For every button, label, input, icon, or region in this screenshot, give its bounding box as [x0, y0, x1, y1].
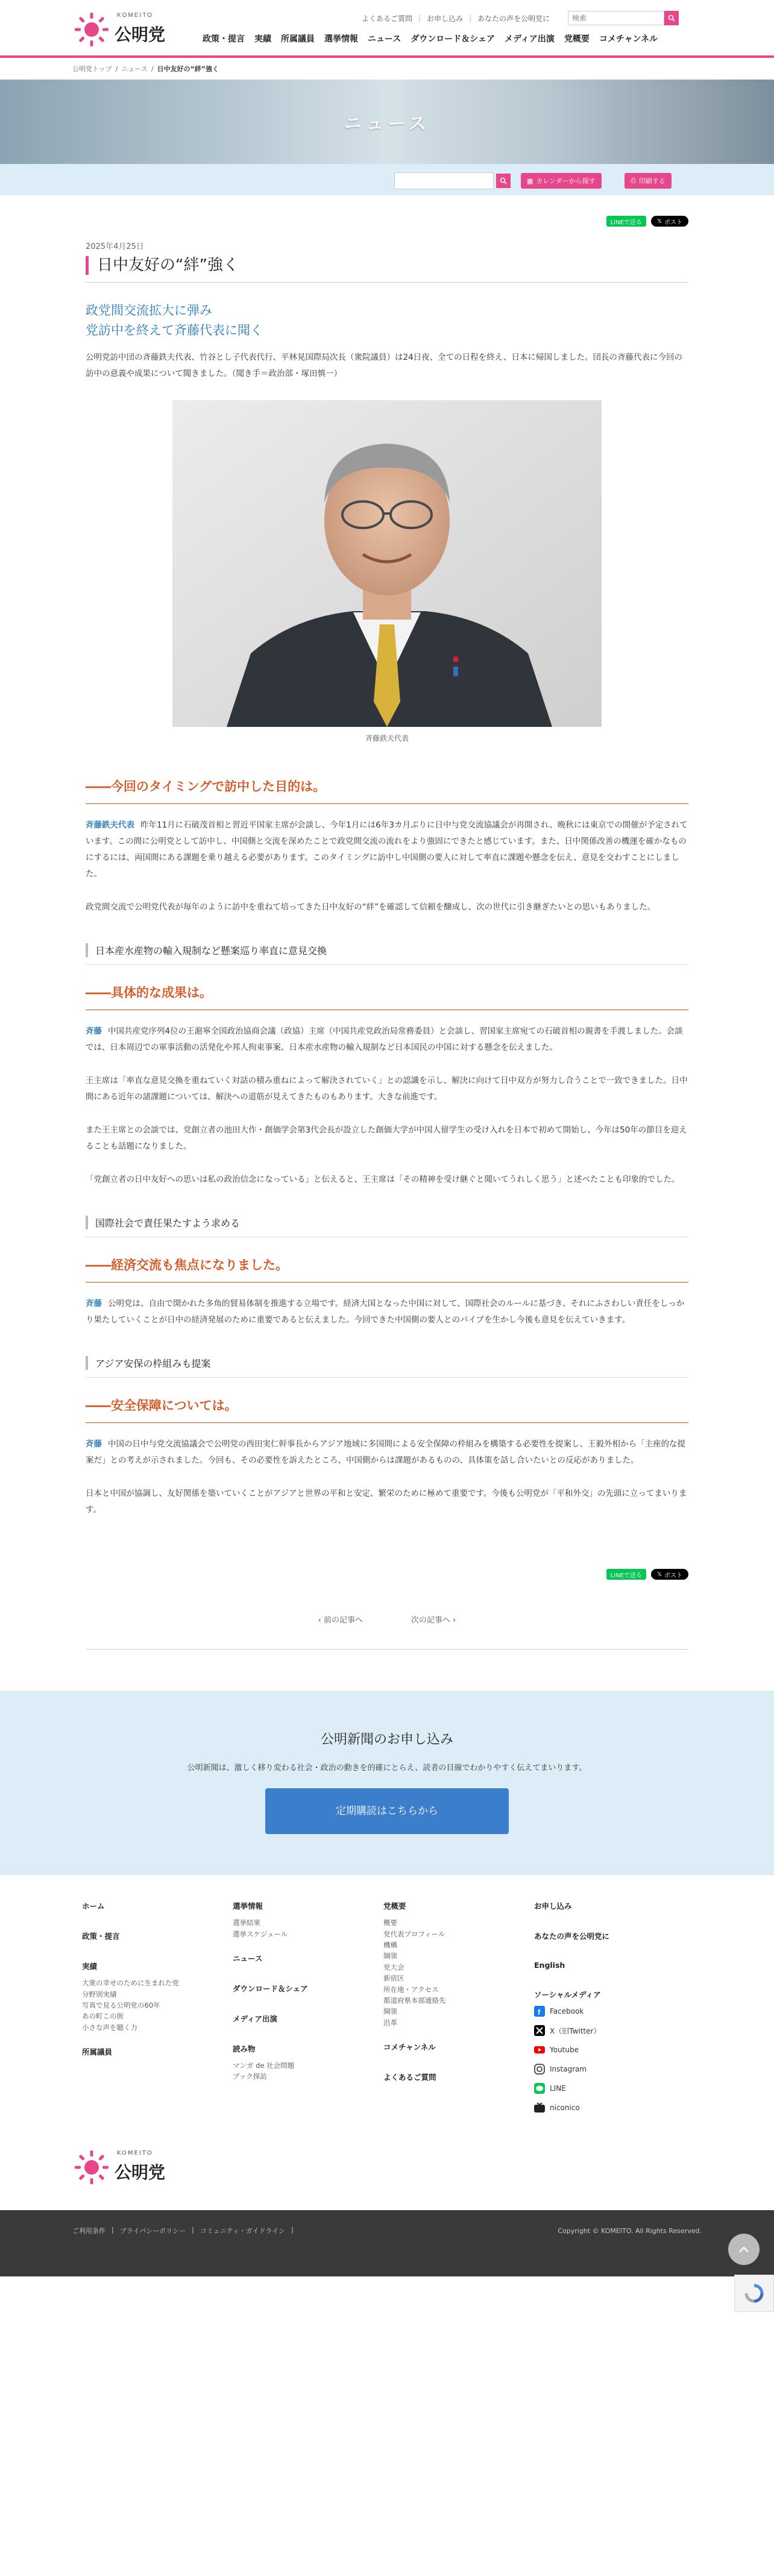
brand-name: 公明党 [115, 25, 166, 45]
footer-election[interactable]: 選挙情報 [233, 1902, 263, 1911]
answer-2b: 王主席は「率直な意見交換を重ねていく対話の積み重ねによって解決されていく」との認識を示し、解決に向けて日中双方が努力し合うことで一致できました。日中間にある近年の諸課題については、解決への道筋が見えてきたものもあります。大きな前進です。 [86, 1076, 688, 1102]
article-toolbar [0, 164, 774, 195]
footer-nav [0, 1875, 774, 2210]
footer-voice[interactable]: あなたの声を公明党に [534, 1932, 610, 1941]
utility-faq[interactable]: よくあるご質問 [362, 14, 413, 23]
footer-link[interactable]: 分野別実績 [82, 1990, 117, 1999]
answer-3: 斉藤 公明党は、自由で開かれた多角的貿易体制を推進する立場です。経済大国となった中国に対して、国際社会のルールに基づき、それにふさわしい責任をしっかり果たしていくことが日中の経済発展のために重要であると伝えました。今回できた中国側の要人とのパイプを生かし今後も意見を伝えていきます。 [86, 1299, 685, 1325]
crumb-news[interactable]: ニュース [121, 65, 148, 73]
global-nav [203, 33, 667, 45]
footer-media[interactable]: メディア出演 [233, 2014, 278, 2024]
site-logo[interactable] [72, 8, 193, 51]
privacy-link[interactable]: プライバシーポリシー [119, 2227, 186, 2235]
calendar-button[interactable]: ▦ カレンダーから探す [521, 172, 602, 189]
hero-banner [0, 80, 774, 164]
subscribe-title: 公明新聞のお申し込み [320, 1732, 453, 1748]
subheading-1: 日本産水産物の輸入規制など懸案巡り率直に意見交換 [86, 943, 688, 957]
footer-col-4 [534, 1900, 667, 2122]
subheading-2: 国際社会で責任果たすよう求める [86, 1216, 688, 1230]
x-icon: 𝕏 [656, 218, 662, 225]
question-1: ――今回のタイミングで訪中した目的は。 [86, 777, 688, 804]
subscribe-section [0, 1691, 774, 1875]
search-icon [668, 14, 675, 22]
nav-members[interactable]: 所属議員 [281, 34, 315, 44]
article-intro: 公明党訪中団の斉藤鉄夫代表、竹谷とし子代表代行、平林晃国際局次長（衆院議員）は24日夜、全ての日程を終え、日本に帰国しました。団長の斉藤代表に今回の訪中の意義や成果について聞きました。（聞き手＝政治部・塚田慎一） [86, 353, 682, 379]
utility-apply[interactable]: お申し込み [427, 14, 464, 23]
footer-col-1 [82, 1900, 215, 2063]
header-search [568, 11, 679, 25]
x-share-button[interactable]: 𝕏 ポスト [651, 216, 688, 227]
instagram-icon [534, 2064, 545, 2075]
search-button[interactable] [664, 11, 679, 25]
footer-achievements[interactable]: 実績 [82, 1962, 98, 1971]
svg-text:f: f [538, 2008, 541, 2017]
portrait-photo [172, 400, 602, 727]
footer-link[interactable]: 機構 [383, 1941, 397, 1950]
answer-1: 斉藤鉄夫代表 昨年11月に石破茂首相と習近平国家主席が会談し、今年1月には6年3カ月ぶりに日中与党交流協議会が再開され、晩秋には東京での開催が予定されています。この間に公明党として訪中し、中国側と交流を深めたことで政党間交流の流れをより強固にできたと感じています。また、日中関係改善の機運を確かなものにするには、両国間にある課題を乗り越える必要があります。このタイミングに訪中し中国側の要人に対して率直に課題や懸念を伝え、意見を交わすことにしました。 [86, 820, 688, 879]
niconico-icon [534, 2102, 545, 2113]
article-search [394, 172, 511, 189]
nav-achievements[interactable]: 実績 [254, 34, 271, 44]
search-icon [500, 177, 507, 184]
article-lead [86, 301, 688, 340]
line-share-button[interactable]: LINEで送る [606, 216, 646, 227]
instagram-link[interactable]: Instagram [534, 2064, 667, 2075]
footer-link[interactable]: 沿革 [383, 2018, 397, 2027]
print-icon: ⎙ [631, 177, 636, 184]
subheading-divider [86, 964, 688, 965]
x-link[interactable]: X（旧Twitter） [534, 2025, 667, 2036]
footer-apply[interactable]: お申し込み [534, 1902, 572, 1911]
question-3: ――経済交流も焦点になりました。 [86, 1255, 688, 1283]
answer-2c: また王主席との会談では、党創立者の池田大作・創価学会第3代会長が設立した創価大学が中国人留学生の受け入れを日本で初めて開始し、今年は50年の節目を迎えることも話題になりました。 [86, 1125, 687, 1152]
footer-download[interactable]: ダウンロード＆シェア [233, 1984, 308, 1994]
brand-small: KOMEITO [117, 12, 153, 19]
crumb-home[interactable]: 公明党トップ [72, 65, 112, 73]
question-2: ――具体的な成果は。 [86, 983, 688, 1010]
article-title: 日中友好の“絆”強く [86, 256, 688, 275]
footer-reading[interactable]: 読み物 [233, 2044, 256, 2054]
speaker-label: 斉藤鉄夫代表 [86, 820, 134, 831]
footer-link[interactable]: 新宿区 [383, 1974, 404, 1983]
footer-link[interactable]: 都道府県本部連絡先 [383, 1996, 446, 2005]
footer-link[interactable]: 小さな声を聴く力 [82, 2023, 137, 2032]
next-article-link[interactable]: 次の記事へ › [411, 1616, 456, 1626]
answer-2d: 「党創立者の日中友好への思いは私の政治信念になっている」と伝えると、王主席は「その精神を受け継ぐと聞いてうれしく思う」と述べたことも印象的でした。 [86, 1175, 680, 1185]
footer-link[interactable]: 選挙スケジュール [233, 1929, 288, 1938]
footer-about[interactable]: 党概要 [383, 1902, 406, 1911]
terms-link[interactable]: ご利用条件 [72, 2227, 105, 2235]
footer-news[interactable]: ニュース [233, 1954, 263, 1964]
facebook-icon [534, 2006, 545, 2017]
footer-link[interactable]: マンガ de 社会問題 [233, 2061, 295, 2070]
share-buttons-bottom [86, 1569, 688, 1580]
footer-social: ソーシャルメディア [534, 1990, 601, 2000]
print-button[interactable]: ⎙ 印刷する [625, 172, 672, 189]
subheading-3: アジア安保の枠組みも提案 [86, 1356, 688, 1370]
answer-4: 斉藤 中国の日中与党交流協議会で公明党の西田実仁幹事長からアジア地域に多国間による安全保障の枠組みを構築する必要性を提案し、王毅外相から「主座的な提案だ」との考えが示されました。今回も、その必要性を訴えたところ、中国側からは課題があるものの、具体策を話し合いたいとの反応がありました。 [86, 1439, 685, 1466]
recaptcha-badge[interactable] [734, 2275, 774, 2312]
footer-link[interactable]: 綱領 [383, 2007, 397, 2016]
question-4: ――安全保障については。 [86, 1396, 688, 1423]
footer-col-2 [233, 1900, 365, 2082]
footer-link[interactable]: ブック探訪 [233, 2072, 267, 2081]
search-input[interactable] [568, 11, 664, 25]
x-icon [534, 2025, 545, 2036]
footer-channel[interactable]: コメチャンネル [383, 2043, 436, 2052]
title-divider [86, 282, 688, 283]
footer-link[interactable]: 写真で見る公明党の60年 [82, 2001, 160, 2010]
footer-link[interactable]: 所在地・アクセス [383, 1985, 439, 1994]
footer-link[interactable]: あの町この街 [82, 2012, 124, 2021]
footer-link[interactable]: 綱領 [383, 1952, 397, 1961]
footer-members[interactable]: 所属議員 [82, 2047, 113, 2057]
calendar-icon: ▦ [527, 177, 533, 185]
lead-line-1: 政党間交流拡大に弾み [86, 303, 212, 318]
footer-home[interactable]: ホーム [82, 1902, 105, 1911]
crumb-current: 日中友好の“絆”強く [157, 65, 219, 73]
footer-col-3 [383, 1900, 516, 2088]
nav-election[interactable]: 選挙情報 [324, 34, 358, 44]
article-date: 2025年4月25日 [86, 242, 144, 251]
nav-download[interactable]: ダウンロード＆シェア [411, 34, 496, 44]
answer-2: 斉藤 中国共産党序列4位の王滬寧全国政治協商会議（政協）主席（中国共産党政治局常務委員）と会談し、習国家主席宛ての石破首相の親書を手渡しました。会談では、日本周辺での軍事活動の活発化や邦人拘束事案、日本産水産物の輸入規制など日本国民の中国に対する懸念を伝えました。 [86, 1026, 683, 1053]
niconico-link[interactable]: niconico [534, 2102, 667, 2113]
nav-channel[interactable]: コメチャンネル [599, 34, 658, 44]
footer-legal-links: ご利用条件 | プライバシーポリシー | コミュニティ・ガイドライン | [72, 2226, 294, 2235]
article-search-input[interactable] [394, 172, 494, 189]
footer-faq[interactable]: よくあるご質問 [383, 2073, 436, 2082]
footer-link[interactable]: 大衆の幸せのために生まれた党 [82, 1979, 179, 1988]
subheading-divider [86, 1377, 688, 1378]
footer-brand-name: 公明党 [115, 2163, 166, 2183]
speaker-label: 斉藤 [86, 1439, 102, 1450]
recaptcha-icon [744, 2283, 764, 2304]
footer-link[interactable]: 選挙結果 [233, 1918, 260, 1927]
footer-link[interactable]: 党代表プロフィール [383, 1929, 445, 1938]
nav-news[interactable]: ニュース [368, 34, 401, 44]
footer-logo[interactable] [72, 2146, 193, 2188]
utility-nav: よくあるご質問 | お申し込み | あなたの声を公明党に 検索 [362, 11, 679, 25]
line-link[interactable]: LINE [534, 2083, 667, 2094]
lead-line-2: 党訪中を終えて斉藤代表に聞く [86, 322, 263, 338]
nav-about[interactable]: 党概要 [564, 34, 590, 44]
article-pager [86, 1613, 688, 1650]
footer-link[interactable]: 党大会 [383, 1962, 404, 1971]
nav-media[interactable]: メディア出演 [505, 34, 555, 44]
youtube-icon [534, 2044, 545, 2055]
line-icon [534, 2083, 545, 2094]
page-title: ニュース [344, 113, 430, 134]
answer-4b: 日本と中国が協調し、友好関係を築いていくことがアジアと世界の平和と安定、繁栄のために極めて重要です。今後も公明党が「平和外交」の先頭に立ってまいります。 [86, 1489, 687, 1515]
copyright: Copyright © KOMEITO. All Rights Reserved. [558, 2227, 702, 2235]
speaker-label: 斉藤 [86, 1299, 102, 1309]
breadcrumb: 公明党トップ / ニュース / 日中友好の“絆”強く [72, 64, 219, 73]
facebook-link[interactable]: f Facebook [534, 2006, 667, 2017]
footer-english[interactable]: English [534, 1961, 565, 1970]
nav-policy[interactable]: 政策・提言 [203, 34, 245, 44]
subscribe-button[interactable]: 定期購読はこちらから [265, 1788, 509, 1834]
line-share-button[interactable]: LINEで送る [606, 1569, 646, 1580]
chevron-up-icon [738, 2246, 749, 2253]
footer-brand-small: KOMEITO [117, 2150, 153, 2157]
article-search-button[interactable] [496, 174, 511, 188]
back-to-top-button[interactable] [728, 2234, 760, 2265]
x-icon: 𝕏 [656, 1571, 662, 1578]
x-share-button[interactable]: 𝕏 ポスト [651, 1569, 688, 1580]
prev-article-link[interactable]: ‹ 前の記事へ [318, 1616, 363, 1626]
photo-caption: 斉藤鉄夫代表 [365, 734, 409, 743]
footer-bottom [0, 2210, 774, 2276]
article [86, 216, 688, 1650]
footer-link[interactable]: 概要 [383, 1918, 397, 1927]
subscribe-text: 公明新聞は、激しく移り変わる社会・政治の動きを的確にとらえ、読者の目線でわかりやすく伝えてまいります。 [187, 1764, 587, 1773]
site-header [0, 0, 774, 58]
youtube-link[interactable]: Youtube [534, 2044, 667, 2055]
answer-1b: 政党間交流で公明党代表が毎年のように訪中を重ねて培ってきた日中友好の“絆”を確認して信頼を醸成し、次の世代に引き継ぎたいとの思いもありました。 [86, 902, 656, 913]
share-buttons-top [86, 216, 688, 227]
utility-voice[interactable]: あなたの声を公明党に [477, 14, 550, 23]
speaker-label: 斉藤 [86, 1026, 102, 1037]
footer-policy[interactable]: 政策・提言 [82, 1932, 120, 1941]
guideline-link[interactable]: コミュニティ・ガイドライン [200, 2227, 286, 2235]
